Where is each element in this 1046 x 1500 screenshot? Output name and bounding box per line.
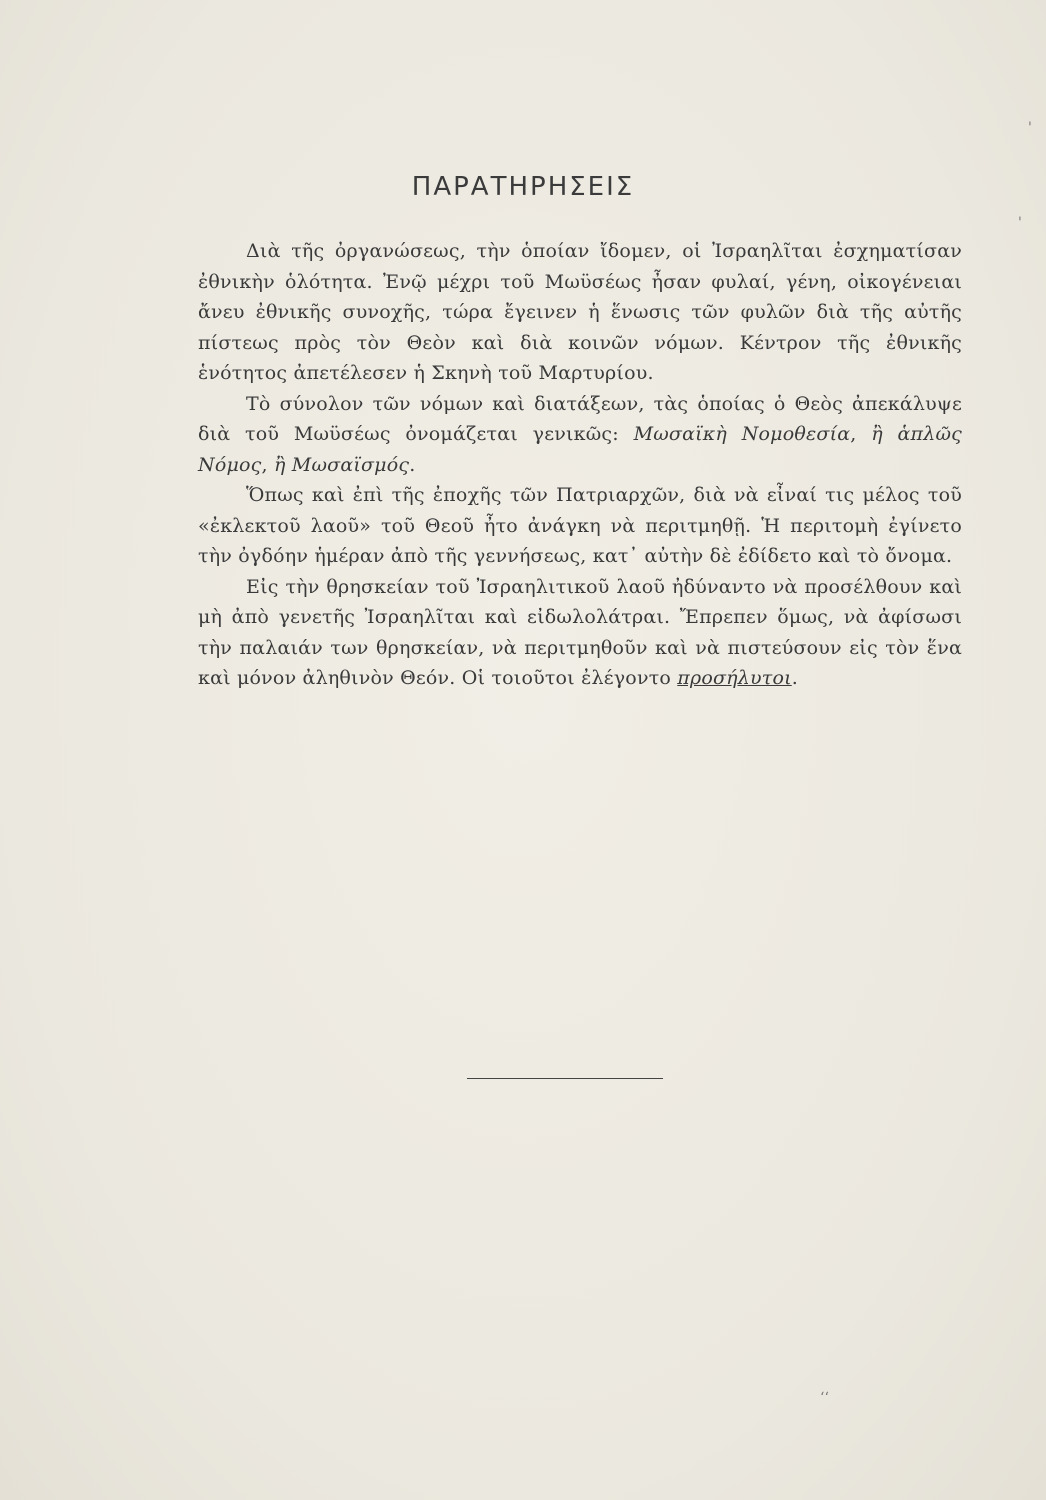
- term-mosaic-legislation: Μωσαϊκὴ Νομοθεσία: [633, 423, 851, 445]
- ink-speck: ': [1028, 120, 1032, 136]
- separator: ,: [850, 423, 872, 445]
- paragraph-mosaic-law: [198, 389, 962, 481]
- paragraph-mosaic-law-text: Τὸ σύνολον τῶν νόμων καὶ διατάξεων, τὰς ὁποίας ὁ Θεὸς ἀπεκάλυψε διὰ τοῦ Μωϋσέως ὀνομάζεται γενικῶς:: [198, 392, 962, 445]
- paragraph-proselytes: [198, 572, 962, 694]
- period: .: [409, 453, 416, 476]
- term-law: ἢ ἁπλῶς Νόμος: [198, 423, 962, 476]
- end-rule: [467, 1078, 663, 1079]
- term-proselytes: προσήλυτοι: [677, 667, 792, 689]
- page-heading: ΠΑΡΑΤΗΡΗΣΕΙΣ: [411, 172, 635, 202]
- paragraph-circumcision: Ὅπως καὶ ἐπὶ τῆς ἐποχῆς τῶν Πατριαρχῶν, διὰ νὰ εἶναί τις μέλος τοῦ «ἐκλεκτοῦ λαοῦ» τοῦ Θεοῦ ἦτο ἀνάγκη νὰ περιτμηθῇ. Ἡ περιτομὴ ἐγίνετο τὴν ὀγδόην ἡμέραν ἀπὸ τῆς γεννήσεως, κατ᾽ αὐτὴν δὲ ἐδίδετο καὶ τὸ ὄνομα.: [198, 484, 962, 567]
- period: .: [791, 667, 798, 689]
- term-mosaism: ἢ Μωσαϊσμός: [273, 453, 410, 476]
- paragraph-organization: Διὰ τῆς ὀργανώσεως, τὴν ὁποίαν ἴδομεν, οἱ Ἰσραηλῖται ἐσχηματίσαν ἐθνικὴν ὁλότητα. Ἐνῷ μέχρι τοῦ Μωϋσέως ἦσαν φυλαί, γένη, οἰκογένειαι ἄνευ ἐθνικῆς συνοχῆς, τώρα ἔγεινεν ἡ ἕνωσις τῶν φυλῶν διὰ τῆς αὐτῆς πίστεως πρὸς τὸν Θεὸν καὶ διὰ κοινῶν νόμων. Κέντρον τῆς ἐθνικῆς ἑνότητος ἀπετέλεσεν ἡ Σκηνὴ τοῦ Μαρτυρίου.: [198, 240, 962, 384]
- ink-speck: ‘‘: [820, 1390, 829, 1406]
- ink-speck: ': [1018, 215, 1022, 231]
- paragraph-proselytes-text: Εἰς τὴν θρησκείαν τοῦ Ἰσραηλιτικοῦ λαοῦ ἠδύναντο νὰ προσέλθουν καὶ μὴ ἀπὸ γενετῆς Ἰσραηλῖται καὶ εἰδωλολάτραι. Ἔπρεπεν ὅμως, νὰ ἀφίσωσι τὴν παλαιάν των θρησκείαν, νὰ περιτμηθοῦν καὶ νὰ πιστεύσουν εἰς τὸν ἕνα καὶ μόνον ἀληθινὸν Θεόν. Οἱ τοιοῦτοι ἐλέγοντο: [198, 575, 962, 689]
- separator: ,: [261, 453, 274, 476]
- body-text: [198, 236, 962, 694]
